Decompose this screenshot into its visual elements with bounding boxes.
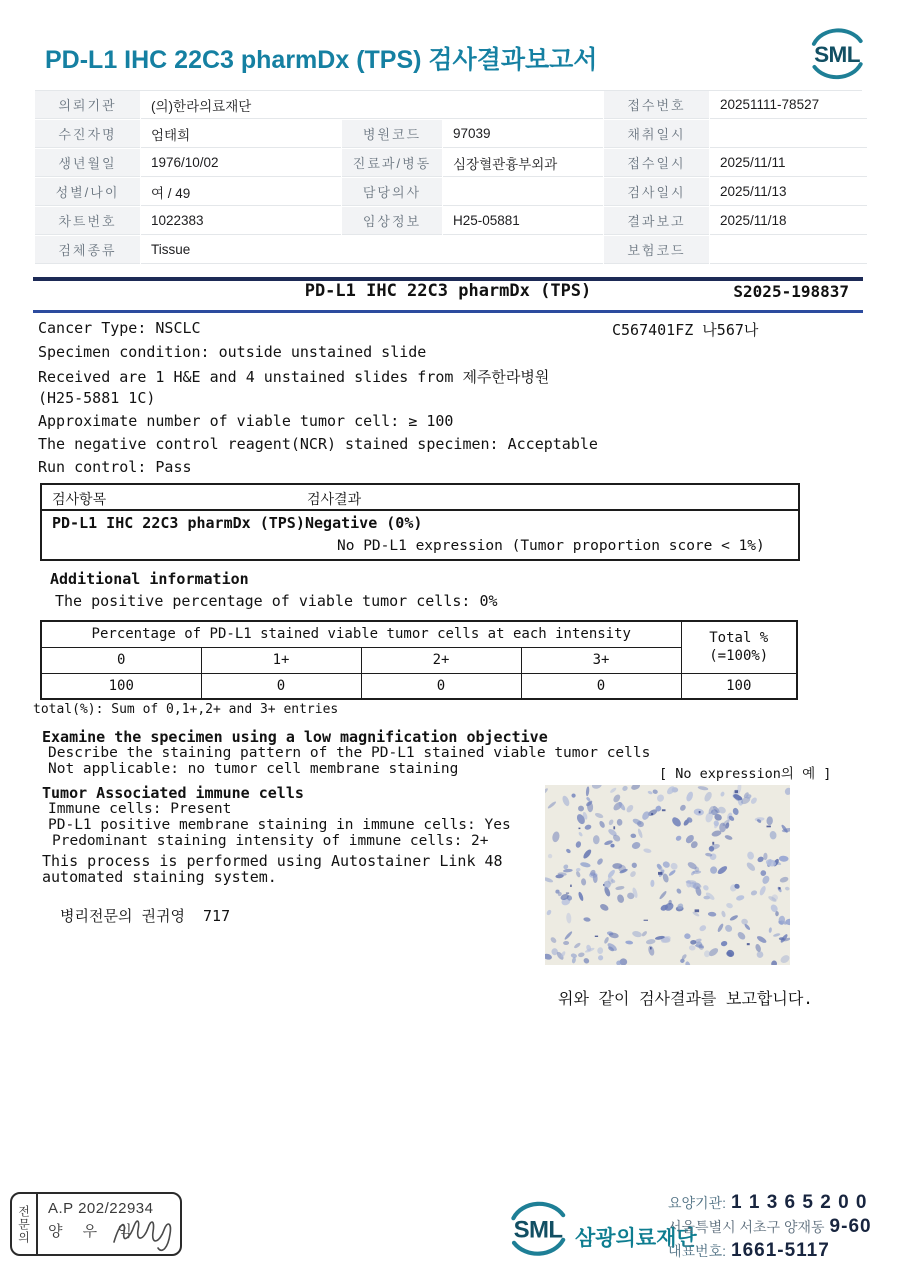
info-value: 1022383 [141,207,341,235]
total-header-line2: (=100%) [709,648,769,665]
section-header [33,281,863,309]
sml-footer-logo-icon [505,1201,571,1257]
info-value: 97039 [443,120,603,148]
pathologist-stamp [10,1192,182,1256]
additional-line: The positive percentage of viable tumor cells: 0% [55,592,498,610]
info-label: 보험코드 [604,236,709,264]
sml-logo-text: SML [814,41,860,67]
info-value: 여 / 49 [141,178,341,206]
organization-name: 삼광의료재단 [575,1227,697,1250]
result-table-header [42,485,798,511]
patient-info-table [35,90,862,264]
info-label: 채취일시 [604,120,709,148]
info-value [710,236,867,264]
info-label: 생년월일 [35,149,140,177]
intensity-value-2plus: 0 [361,673,521,699]
sml-logo-icon [806,26,868,82]
histology-image [545,785,790,965]
footer-contact-block [668,1192,883,1264]
immune-line: Immune cells: Present [48,801,232,817]
info-label: 담당의사 [342,178,442,206]
process-line: This process is performed using Autostainer Link 48 [42,852,503,870]
intensity-value-3plus: 0 [521,673,681,699]
specimen-number: S2025-198837 [733,282,849,301]
examine-line: Describe the staining pattern of the PD-L1 stained viable tumor cells [48,745,651,761]
info-value: 엄태희 [141,120,341,148]
intensity-col-1plus: 1+ [201,647,361,673]
total-header-line1: Total % [709,630,769,647]
immune-line: Predominant staining intensity of immune cells: 2+ [52,833,489,849]
intensity-total-header [681,621,797,673]
report-line: (H25-5881 1C) [38,389,156,407]
info-value: 2025/11/18 [710,207,867,235]
stamp-pathologist-name: 양 우 익 [48,1223,140,1240]
report-line: Approximate number of viable tumor cell: ≥ 100 [38,412,454,430]
result-col1-header: 검사항목 [52,492,107,508]
immune-line: PD-L1 positive membrane staining in immune cells: Yes [48,817,511,833]
info-value: 1976/10/02 [141,149,341,177]
intensity-col-0: 0 [41,647,201,673]
info-value: (의)한라의료재단 [141,91,603,119]
info-value: 2025/11/11 [710,149,867,177]
intensity-table [40,620,798,700]
test-result: Negative (0%) [305,514,423,532]
intensity-footnote: total(%): Sum of 0,1+,2+ and 3+ entries [33,702,339,717]
intensity-col-3plus: 3+ [521,647,681,673]
info-value: 20251111-78527 [710,91,867,119]
address-number: 9-60 [829,1216,872,1237]
org-code-row [668,1192,883,1214]
test-result-detail: No PD-L1 expression (Tumor proportion score < 1%) [337,538,765,554]
report-line: Received are 1 H&E and 4 unstained slides from 제주한라병원 [38,368,550,386]
info-value: Tissue [141,236,603,264]
image-caption: [ No expression의 예 ] [659,766,832,782]
report-line: Run control: Pass [38,458,192,476]
phone-number: 1661-5117 [731,1240,830,1261]
info-label: 차트번호 [35,207,140,235]
info-label: 의뢰기관 [35,91,140,119]
stamp-license-number: A.P 202/22934 [48,1200,154,1217]
info-label: 수진자명 [35,120,140,148]
info-label: 검사일시 [604,178,709,206]
intensity-header: Percentage of PD-L1 stained viable tumor cells at each intensity [41,621,681,647]
page-title: PD-L1 IHC 22C3 pharmDx (TPS) 검사결과보고서 [45,46,598,74]
additional-heading: Additional information [50,570,249,588]
process-line: automated staining system. [42,868,277,886]
phone-label: 대표번호: [668,1243,726,1259]
result-table [40,483,800,561]
info-label: 접수번호 [604,91,709,119]
address-text: 서울특별시 서초구 양재동 [668,1219,825,1235]
info-value: 심장혈관흉부외과 [443,149,603,177]
report-line: Specimen condition: outside unstained slide [38,343,427,361]
info-label: 병원코드 [342,120,442,148]
pathologist-line: 병리전문의 권귀영 717 [60,907,231,925]
report-line: The negative control reagent(NCR) stained specimen: Acceptable [38,435,598,453]
cancer-type: Cancer Type: NSCLC [38,319,201,337]
result-table-body [42,511,798,559]
org-code-value: 1 1 3 6 5 2 0 0 [731,1192,868,1213]
stamp-content [38,1194,180,1254]
phone-row [668,1240,883,1262]
info-label: 검체종류 [35,236,140,264]
info-label: 성별/나이 [35,178,140,206]
stamp-vertical-label: 전문의 [12,1194,38,1254]
immune-heading: Tumor Associated immune cells [42,784,304,802]
divider-blue [33,310,863,313]
examine-heading: Examine the specimen using a low magnification objective [42,728,548,746]
intensity-value-0: 100 [41,673,201,699]
examine-line: Not applicable: no tumor cell membrane staining [48,761,459,777]
intensity-value-1plus: 0 [201,673,361,699]
sml-footer-logo-text: SML [513,1216,563,1244]
org-code-label: 요양기관: [668,1195,726,1211]
address-row [668,1216,883,1238]
info-value: 2025/11/13 [710,178,867,206]
section-title: PD-L1 IHC 22C3 pharmDx (TPS) [304,281,592,301]
info-label: 임상정보 [342,207,442,235]
result-col2-header: 검사결과 [307,492,362,508]
info-value: H25-05881 [443,207,603,235]
info-value [443,178,603,206]
info-label: 접수일시 [604,149,709,177]
closing-statement: 위와 같이 검사결과를 보고합니다. [558,989,813,1008]
slide-code: C567401FZ 나567나 [612,321,759,339]
info-label: 결과보고 [604,207,709,235]
intensity-col-2plus: 2+ [361,647,521,673]
test-name: PD-L1 IHC 22C3 pharmDx (TPS) [52,514,305,532]
info-value [710,120,867,148]
intensity-total-value: 100 [681,673,797,699]
info-label: 진료과/병동 [342,149,442,177]
signature-icon [110,1208,182,1256]
